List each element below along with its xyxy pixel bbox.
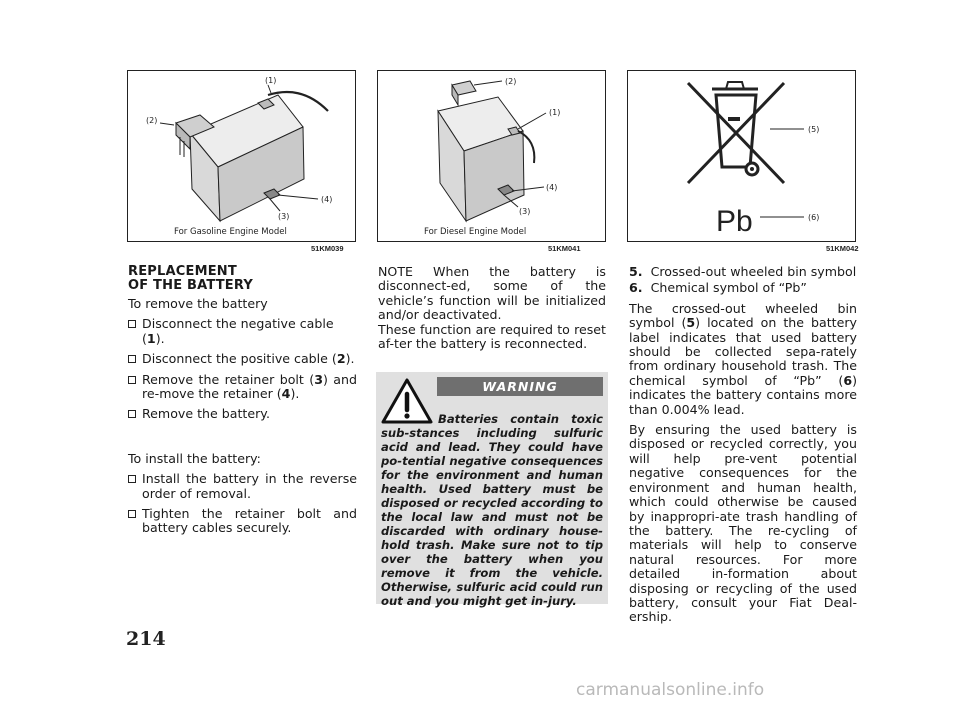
checkbox-bullet-icon [128, 475, 136, 483]
pb-symbol: Pb [716, 205, 753, 238]
checkbox-bullet-icon [128, 410, 136, 418]
page-number: 214 [126, 628, 166, 650]
crossed-bin-icon [628, 71, 857, 243]
paragraph: The crossed-out wheeled bin symbol (5) located on the battery label indicates that used battery should be collected sepa-rately from ordinary household trash. The chemical symbol of “Pb” (6) indicates the battery contains more than 0.004% lead. [629, 300, 857, 417]
remove-intro: To remove the battery [128, 296, 268, 311]
item-number: 6. [629, 280, 643, 296]
callout-1: (1) [265, 76, 277, 85]
list-item [629, 265, 857, 279]
list-item: Install the battery in the reverse order of removal. [128, 472, 357, 501]
paragraph: By ensuring the used battery is disposed or recycled correctly, you will help pre-vent potential negative consequences for the environment and human health, which could otherwise be caused by inappropri-ate trash handling of the battery. The re-cycling of materials will help to conserve natural resources. For more detailed in-formation about disposing or recycling of the used battery, consult your Fiat Deal-ership. [629, 422, 857, 625]
figure-recycling-symbols [627, 70, 856, 242]
watermark: carmanualsonline.info [576, 680, 765, 700]
warning-text: Batteries contain toxic sub-stances including sulfuric acid and lead. They could have po-tential negative consequences for the environment and human health. Used battery must be disposed or recycled according to the local law and must not be discarded with ordinary house-hold trash. Make sure not to tip over the battery when you remove it from the vehicle. Otherwise, sulfuric acid could run out and you might get in-jury. [381, 411, 603, 608]
list-item: Remove the retainer bolt (3) and re-move the retainer (4). [128, 373, 357, 402]
note-section [378, 265, 606, 351]
figure-diesel-battery [377, 70, 606, 242]
callout-3: (3) [519, 207, 531, 216]
figure-code: 51KM042 [826, 244, 859, 253]
callout-3: (3) [278, 212, 290, 221]
callout-4: (4) [546, 183, 558, 192]
callout-2: (2) [505, 77, 517, 86]
item-text: Crossed-out wheeled bin symbol [650, 264, 857, 279]
callout-2: (2) [146, 116, 158, 125]
section-heading: OF THE BATTERY [128, 278, 253, 293]
list-item: Remove the battery. [128, 407, 357, 421]
list-item: Disconnect the positive cable (2). [128, 352, 357, 366]
warning-title: WARNING [437, 377, 603, 396]
callout-4: (4) [321, 195, 333, 204]
callout-1: (1) [549, 108, 561, 117]
figure-code: 51KM039 [311, 244, 344, 253]
checkbox-bullet-icon [128, 320, 136, 328]
list-item: Disconnect the negative cable (1). [128, 317, 357, 346]
figure-code: 51KM041 [548, 244, 581, 253]
callout-5: (5) [808, 125, 820, 134]
checkbox-bullet-icon [128, 376, 136, 384]
replacement-section [128, 265, 357, 536]
figure-gasoline-battery [127, 70, 356, 242]
item-number: 5. [629, 264, 643, 279]
figure-caption: For Gasoline Engine Model [174, 227, 287, 237]
checkbox-bullet-icon [128, 510, 136, 518]
item-text: Chemical symbol of “Pb” [650, 280, 807, 296]
list-item: Tighten the retainer bolt and battery cables securely. [128, 507, 357, 536]
note-text: NOTE When the battery is disconnect-ed, some of the vehicle’s function will be initialized and/or deactivated. [378, 264, 606, 323]
battery-illustration [128, 71, 357, 243]
battery-illustration [378, 71, 607, 243]
list-item [629, 281, 857, 295]
disposal-section [629, 265, 857, 625]
warning-box [376, 372, 608, 608]
figure-caption: For Diesel Engine Model [424, 227, 527, 237]
checkbox-bullet-icon [128, 355, 136, 363]
callout-6: (6) [808, 213, 820, 222]
install-intro: To install the battery: [128, 450, 261, 466]
note-text: These function are required to reset af-ter the battery is reconnected. [378, 321, 606, 352]
section-heading: REPLACEMENT [128, 264, 237, 279]
